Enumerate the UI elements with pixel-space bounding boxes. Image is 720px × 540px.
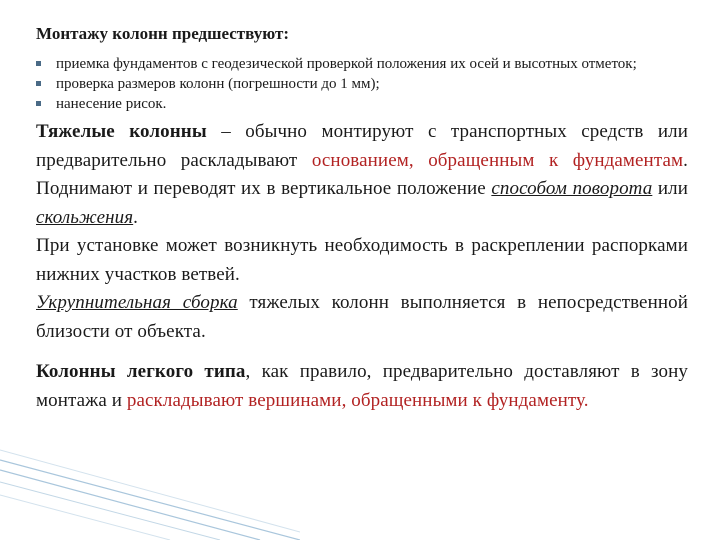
text-span: тяжелых колонн выполняется в непосредственной близости от объекта. [36, 292, 688, 342]
paragraph-bracing: При установке может возникнуть необходимость в раскреплении распорками нижних участков ветвей. [36, 235, 688, 285]
highlight-base-to-foundation: основанием, обращенным к фундаментам [311, 149, 684, 171]
term-sliding: скольжения [36, 206, 134, 228]
highlight-tops-to-foundation: раскладывают вершинами, обращенными к фундаменту. [126, 389, 589, 411]
text-span: , как правило, предварительно доставляют в зону монтажа и [36, 361, 688, 411]
paragraph-light-columns [36, 358, 688, 415]
bullet-text: проверка размеров колонн (погрешности до 1 мм); [56, 76, 380, 92]
text-span: . Поднимают и переводят их в вертикальное положение [36, 149, 688, 199]
bullet-item [36, 74, 688, 94]
term-heavy-columns: Тяжелые колонны [36, 121, 207, 142]
term-rotation-method: способом поворота [491, 178, 653, 199]
bullet-square-icon [36, 61, 41, 66]
slide-content [36, 24, 688, 415]
text-span: – обычно монтируют с транспортных средств или предварительно раскладывают [36, 121, 689, 171]
bullet-item [36, 54, 688, 74]
bullet-item [36, 94, 688, 114]
paragraph-enlargement [36, 289, 688, 346]
term-light-columns: Колонны легкого типа [36, 361, 246, 382]
bullet-text: приемка фундаментов с геодезической проверкой положения их осей и высотных отметок; [56, 56, 637, 72]
slide-heading: Монтажу колонн предшествуют: [36, 24, 290, 43]
bullet-square-icon [36, 101, 41, 106]
paragraph-heavy-columns [36, 118, 688, 232]
text-span: . [133, 206, 139, 228]
corner-decoration [0, 440, 300, 540]
bullet-text: нанесение рисок. [56, 96, 167, 112]
bullet-square-icon [36, 81, 41, 86]
term-enlargement-assembly: Укрупнительная сборка [36, 292, 238, 313]
text-span: или [652, 178, 689, 199]
bullet-list [36, 54, 688, 114]
